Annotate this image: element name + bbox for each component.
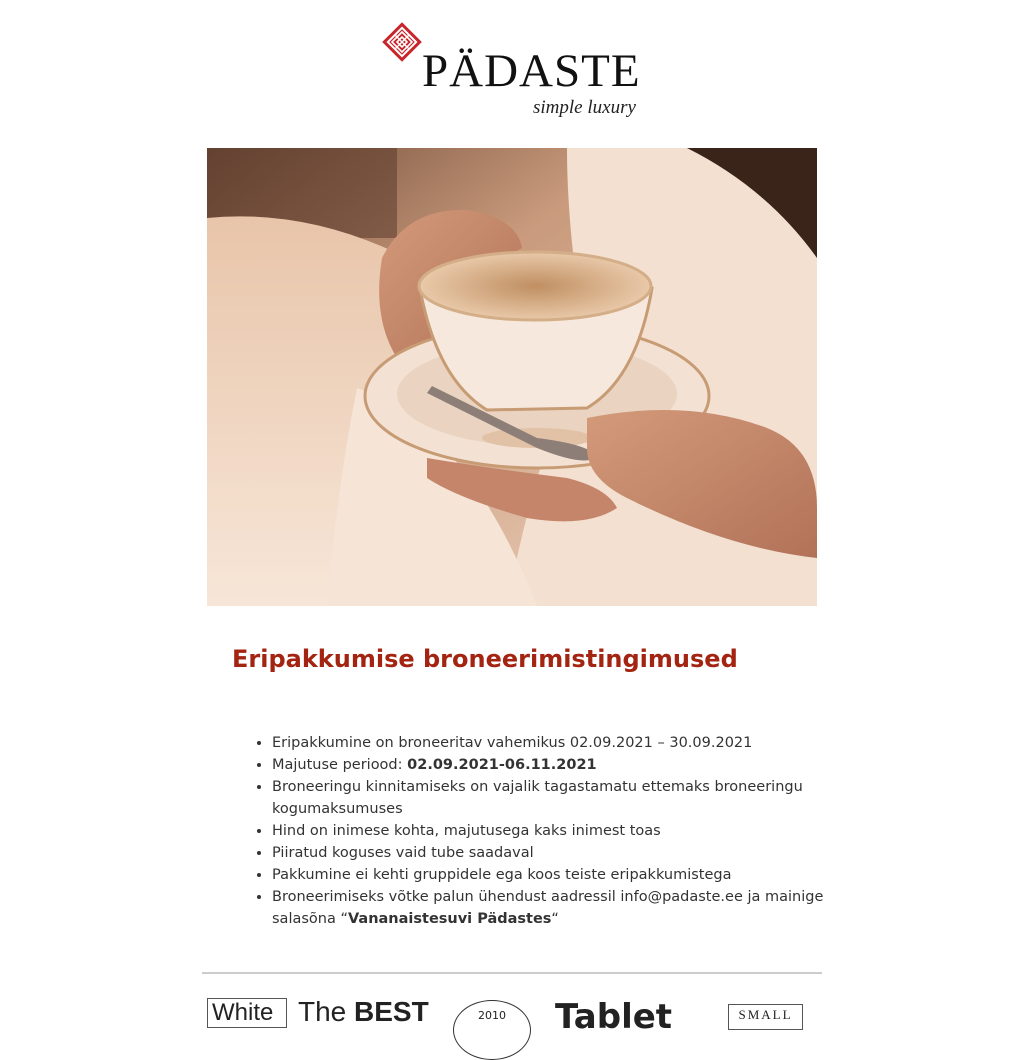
brand-tagline: simple luxury xyxy=(533,97,636,118)
list-item: • Pakkumine ei kehti gruppidele ega koos teiste eripakkumistega xyxy=(272,864,832,886)
list-item: • Broneeringu kinnitamiseks on vajalik tagastamatu ettemaks broneeringu kogumaksumuses xyxy=(272,776,832,820)
award-white-logo[interactable]: White xyxy=(207,998,287,1028)
offer-title: Eripakkumise broneerimistingimused xyxy=(232,645,738,673)
list-item: • Majutuse periood: 02.09.2021-06.11.2021 xyxy=(272,754,832,776)
award-tablet-logo[interactable]: Tablet xyxy=(555,1000,673,1030)
award-best-logo[interactable]: The BEST xyxy=(298,998,429,1027)
list-item: • Piiratud koguses vaid tube saadaval xyxy=(272,842,832,864)
list-item: • Hind on inimese kohta, majutusega kaks inimest toas xyxy=(272,820,832,842)
list-item: • Broneerimiseks võtke palun ühendust aadressil info@padaste.ee ja mainige salasõna “Vananaistesuvi Pädastes“ xyxy=(272,886,832,930)
list-item: • Eripakkumine on broneeritav vahemikus 02.09.2021 – 30.09.2021 xyxy=(272,732,832,754)
padaste-knot-icon xyxy=(380,20,424,64)
award-2010-badge[interactable]: 2010 xyxy=(453,1000,531,1060)
hero-image xyxy=(207,148,817,606)
padaste-logo[interactable] xyxy=(378,18,648,123)
award-small-logo[interactable]: SMALL xyxy=(728,1004,803,1030)
tea-cup-photo-icon xyxy=(207,148,817,606)
offer-terms-list xyxy=(232,732,832,930)
footer-divider xyxy=(202,972,822,974)
brand-name: PÄDASTE xyxy=(422,45,641,97)
